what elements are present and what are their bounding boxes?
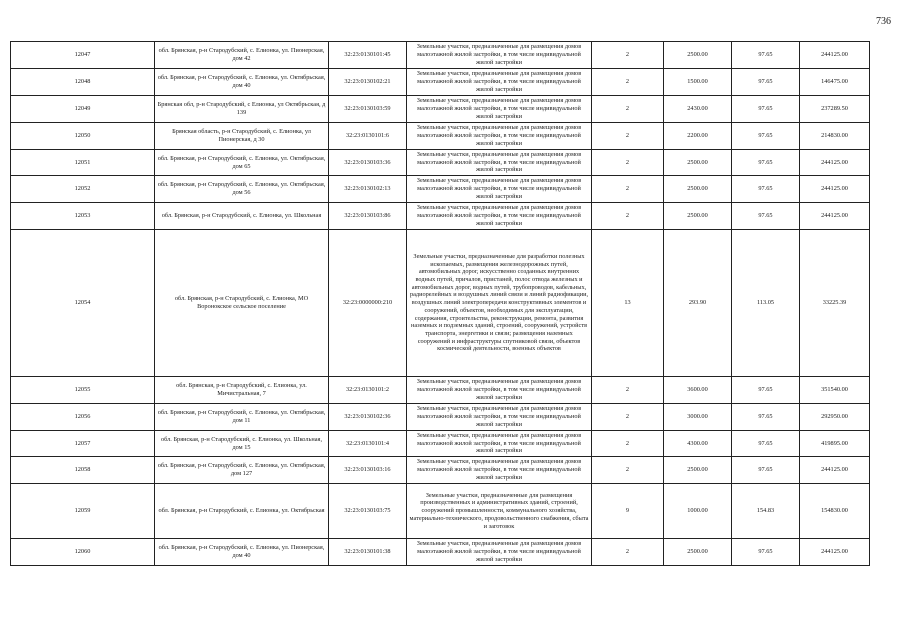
cadastral-number: 32:23:0130102:21: [329, 69, 407, 96]
address-cell: обл. Брянская, р-н Стародубский, с. Елионка, МО Воронокское сельское поселение: [155, 230, 329, 377]
use-group: 2: [592, 203, 664, 230]
specific-value: 97.65: [732, 123, 800, 150]
cadastral-value: 237289.50: [800, 96, 870, 123]
specific-value: 97.65: [732, 404, 800, 431]
permitted-use: Земельные участки, предназначенные для разработки полезных ископаемых, размещения железнодорожных путей, автомобильных дорог, искусственно созданных внутренних водных путей, причалов, пристаней, полос отвода железных и автомобильных дорог, водных путей, трубопроводов, кабельных, радиорелейных и воздушных линий связи и линий радиофикации, воздушных линий электропередачи конструктивных элементов и сооружений, объектов, необходимых для эксплуатации, содержания, строительства, реконструкции, ремонта, развития наземных и подземных зданий, строений, сооружений, устройств транспорта, энергетики и связи; размещения наземных сооружений и инфраструктуры спутниковой связи, объектов космической деятельности, военных объектов: [407, 230, 592, 377]
use-group: 2: [592, 176, 664, 203]
use-group: 2: [592, 96, 664, 123]
cadastral-number: 32:23:0130103:16: [329, 457, 407, 484]
cadastral-number: 32:23:0130103:75: [329, 484, 407, 539]
table-row: [11, 96, 870, 123]
cadastral-value: 244125.00: [800, 42, 870, 69]
table-row: [11, 230, 870, 377]
use-group: 13: [592, 230, 664, 377]
area-value: 3600.00: [664, 377, 732, 404]
table-row: [11, 69, 870, 96]
use-group: 2: [592, 457, 664, 484]
address-cell: обл. Брянская, р-н Стародубский, с. Елионка, ул. Октябрьская, дом 40: [155, 69, 329, 96]
area-value: 1500.00: [664, 69, 732, 96]
cadastral-number: 32:23:0000000:210: [329, 230, 407, 377]
table-row: [11, 150, 870, 176]
row-id: 12059: [11, 484, 155, 539]
cadastral-number: 32:23:0130101:4: [329, 431, 407, 457]
cadastral-number: 32:23:0130103:59: [329, 96, 407, 123]
specific-value: 154.83: [732, 484, 800, 539]
permitted-use: Земельные участки, предназначенные для размещения домов малоэтажной жилой застройки, в том числе индивидуальной жилой застройки: [407, 42, 592, 69]
use-group: 2: [592, 377, 664, 404]
land-registry-table: [10, 41, 870, 566]
row-id: 12057: [11, 431, 155, 457]
permitted-use: Земельные участки, предназначенные для размещения домов малоэтажной жилой застройки, в том числе индивидуальной жилой застройки: [407, 539, 592, 566]
row-id: 12058: [11, 457, 155, 484]
specific-value: 113.05: [732, 230, 800, 377]
page-number: 736: [876, 16, 891, 27]
use-group: 9: [592, 484, 664, 539]
area-value: 293.90: [664, 230, 732, 377]
area-value: 2500.00: [664, 42, 732, 69]
permitted-use: Земельные участки, предназначенные для размещения домов малоэтажной жилой застройки, в том числе индивидуальной жилой застройки: [407, 431, 592, 457]
area-value: 2500.00: [664, 539, 732, 566]
cadastral-value: 214830.00: [800, 123, 870, 150]
row-id: 12055: [11, 377, 155, 404]
table-row: [11, 203, 870, 230]
cadastral-number: 32:23:0130101:38: [329, 539, 407, 566]
permitted-use: Земельные участки, предназначенные для размещения домов малоэтажной жилой застройки, в том числе индивидуальной жилой застройки: [407, 457, 592, 484]
permitted-use: Земельные участки, предназначенные для размещения домов малоэтажной жилой застройки, в том числе индивидуальной жилой застройки: [407, 96, 592, 123]
cadastral-value: 292950.00: [800, 404, 870, 431]
cadastral-number: 32:23:0130102:36: [329, 404, 407, 431]
cadastral-value: 351540.00: [800, 377, 870, 404]
table-row: [11, 539, 870, 566]
cadastral-value: 244125.00: [800, 150, 870, 176]
address-cell: обл. Брянская, р-н Стародубский, с. Елионка, ул. Октябрьская, дом 127: [155, 457, 329, 484]
area-value: 2200.00: [664, 123, 732, 150]
area-value: 2430.00: [664, 96, 732, 123]
cadastral-number: 32:23:0130101:45: [329, 42, 407, 69]
address-cell: обл. Брянская, р-н Стародубский, с. Елионка, ул. Школьная, дом 15: [155, 431, 329, 457]
cadastral-value: 244125.00: [800, 176, 870, 203]
table-row: [11, 176, 870, 203]
row-id: 12053: [11, 203, 155, 230]
permitted-use: Земельные участки, предназначенные для размещения домов малоэтажной жилой застройки, в том числе индивидуальной жилой застройки: [407, 150, 592, 176]
permitted-use: Земельные участки, предназначенные для размещения домов малоэтажной жилой застройки, в том числе индивидуальной жилой застройки: [407, 176, 592, 203]
use-group: 2: [592, 150, 664, 176]
row-id: 12052: [11, 176, 155, 203]
address-cell: обл. Брянская, р-н Стародубский, с. Елионка, ул. Пионерская, дом 42: [155, 42, 329, 69]
cadastral-number: 32:23:0130101:6: [329, 123, 407, 150]
row-id: 12050: [11, 123, 155, 150]
cadastral-value: 154830.00: [800, 484, 870, 539]
use-group: 2: [592, 539, 664, 566]
row-id: 12048: [11, 69, 155, 96]
table-body: [11, 42, 870, 566]
table-row: [11, 404, 870, 431]
cadastral-value: 244125.00: [800, 539, 870, 566]
permitted-use: Земельные участки, предназначенные для размещения домов малоэтажной жилой застройки, в том числе индивидуальной жилой застройки: [407, 404, 592, 431]
specific-value: 97.65: [732, 69, 800, 96]
cadastral-value: 419895.00: [800, 431, 870, 457]
row-id: 12051: [11, 150, 155, 176]
cadastral-value: 33225.39: [800, 230, 870, 377]
area-value: 3000.00: [664, 404, 732, 431]
address-cell: обл. Брянская, р-н Стародубский, с. Елионка, ул. Пионерская, дом 40: [155, 539, 329, 566]
specific-value: 97.65: [732, 539, 800, 566]
cadastral-value: 244125.00: [800, 203, 870, 230]
cadastral-number: 32:23:0130103:36: [329, 150, 407, 176]
row-id: 12054: [11, 230, 155, 377]
use-group: 2: [592, 69, 664, 96]
permitted-use: Земельные участки, предназначенные для размещения домов малоэтажной жилой застройки, в том числе индивидуальной жилой застройки: [407, 377, 592, 404]
cadastral-value: 146475.00: [800, 69, 870, 96]
specific-value: 97.65: [732, 150, 800, 176]
address-cell: обл. Брянская, р-н Стародубский, с. Елионка, ул. Октябрьская, дом 65: [155, 150, 329, 176]
address-cell: Брянская область, р-н Стародубский, с. Елионка, ул Пионерская, д 30: [155, 123, 329, 150]
cadastral-number: 32:23:0130101:2: [329, 377, 407, 404]
permitted-use: Земельные участки, предназначенные для размещения домов малоэтажной жилой застройки, в том числе индивидуальной жилой застройки: [407, 203, 592, 230]
address-cell: обл. Брянская, р-н Стародубский, с. Елионка, ул. Октябрьская, дом 56: [155, 176, 329, 203]
area-value: 2500.00: [664, 203, 732, 230]
row-id: 12060: [11, 539, 155, 566]
address-cell: обл. Брянская, р-н Стародубский, с. Елионка, ул. Октябрьская: [155, 484, 329, 539]
specific-value: 97.65: [732, 176, 800, 203]
area-value: 2500.00: [664, 176, 732, 203]
use-group: 2: [592, 404, 664, 431]
table-row: [11, 123, 870, 150]
row-id: 12049: [11, 96, 155, 123]
specific-value: 97.65: [732, 96, 800, 123]
address-cell: обл. Брянская, р-н Стародубский, с. Елионка, ул. Мичистральная, 7: [155, 377, 329, 404]
area-value: 4300.00: [664, 431, 732, 457]
table-row: [11, 42, 870, 69]
cadastral-value: 244125.00: [800, 457, 870, 484]
use-group: 2: [592, 42, 664, 69]
row-id: 12056: [11, 404, 155, 431]
cadastral-number: 32:23:0130103:86: [329, 203, 407, 230]
table-row: [11, 484, 870, 539]
cadastral-number: 32:23:0130102:13: [329, 176, 407, 203]
area-value: 2500.00: [664, 457, 732, 484]
table-row: [11, 377, 870, 404]
use-group: 2: [592, 431, 664, 457]
permitted-use: Земельные участки, предназначенные для размещения домов малоэтажной жилой застройки, в том числе индивидуальной жилой застройки: [407, 69, 592, 96]
permitted-use: Земельные участки, предназначенные для размещения производственных и административных зданий, строений, сооружений промышленности, коммунального хозяйства, материально-технического, продовольственного снабжения, сбыта и заготовок: [407, 484, 592, 539]
address-cell: обл. Брянская, р-н Стародубский, с. Елионка, ул. Октябрьская, дом 11: [155, 404, 329, 431]
specific-value: 97.65: [732, 377, 800, 404]
specific-value: 97.65: [732, 431, 800, 457]
table-row: [11, 431, 870, 457]
use-group: 2: [592, 123, 664, 150]
address-cell: обл. Брянская, р-н Стародубский, с. Елионка, ул. Школьная: [155, 203, 329, 230]
specific-value: 97.65: [732, 457, 800, 484]
permitted-use: Земельные участки, предназначенные для размещения домов малоэтажной жилой застройки, в том числе индивидуальной жилой застройки: [407, 123, 592, 150]
row-id: 12047: [11, 42, 155, 69]
specific-value: 97.65: [732, 203, 800, 230]
table-row: [11, 457, 870, 484]
area-value: 2500.00: [664, 150, 732, 176]
specific-value: 97.65: [732, 42, 800, 69]
address-cell: Брянская обл, р-н Стародубский, с Елионка, ул Октябрьская, д 139: [155, 96, 329, 123]
area-value: 1000.00: [664, 484, 732, 539]
